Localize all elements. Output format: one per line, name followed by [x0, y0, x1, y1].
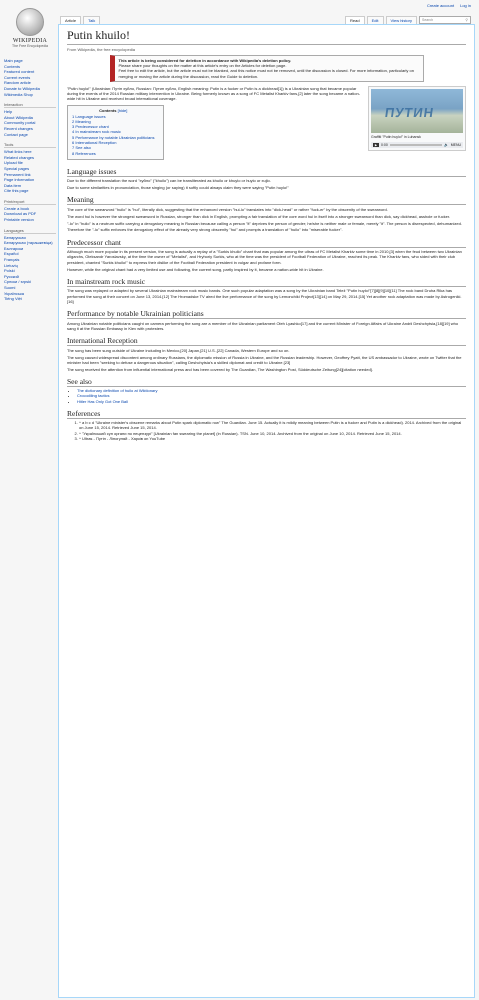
see-also-link[interactable]: Crocodiling tactics [77, 393, 110, 399]
toc-item[interactable]: 6 International Reception [72, 139, 117, 145]
sidebar-heading-interaction: Interaction [4, 102, 56, 108]
heading-politicians: Performance by notable Ukrainian politicians [67, 309, 466, 319]
meaning-paragraph-3: "-lo" in "huilo" is a neutrum suffix carrying a derogatory meaning in Russian because calling a person "it" deprives the person of gender; he/she is neither male or female, merely "it". The person is disrespected, dehumanized. [67, 220, 462, 226]
heading-references: References [67, 409, 466, 419]
toc-item[interactable]: 7 See also [72, 145, 91, 151]
namespace-tabs [60, 16, 100, 24]
sidebar-item-page-information[interactable]: Page information [4, 177, 35, 183]
tab-talk[interactable]: Talk [83, 16, 100, 24]
intro-paragraph: "Putin huylo!" (Ukrainian: Путін хуйло, Russian: Путин хуйло, English meaning: Putin is a fucker or Putin is a dickhead[1]) is a Ukrainian song that became popular during the events of the 2014 Russian military intervention in Ukraine. Being formerly known as a song of FC Metalist Kharkiv fans,[2] later the song became a nation-wide hit in Ukraine and received broad international coverage. [67, 85, 361, 102]
search-placeholder: Search [422, 18, 434, 22]
deletion-notice [110, 55, 424, 82]
notice-line-3: Feel free to edit the article, but the article must not be blanked, and this notice must not be removed, until the discussion is closed. For more information, particularly on merging or moving the article during the discussion, read the Guide to deletion. [118, 68, 414, 79]
search-input[interactable] [419, 16, 471, 24]
sidebar-heading-print[interactable]: Print/export [4, 199, 56, 205]
sidebar-item-featured-content[interactable]: Featured content [4, 69, 35, 75]
tab-edit[interactable]: Edit [367, 16, 384, 24]
toc-hide-link[interactable]: [hide] [117, 108, 128, 114]
page-title: Putin khuilo! [67, 28, 466, 45]
globe-icon [16, 8, 44, 36]
rock-paragraph: The song was replayed or adapted by several Ukrainian mainstream rock music bands. One such popular adaptation was a song by the Ukrainian band Telež "Putin huylo!"[7][8][9][10][11] The rock band Druha Rika has performed the song at their concert on June 13, 2014.[12] The Hromadske TV aired the live performance of the song by Lemonchiki Project[13][14] on May 29, 2014.[15] Yet another rock adaptation was made by Astrogeniki.[16] [67, 288, 462, 304]
toc-item[interactable]: 5 Performance by notable Ukrainian politicians [72, 134, 155, 140]
sidebar-item-current-events[interactable]: Current events [4, 74, 31, 80]
tab-read[interactable]: Read [345, 16, 365, 24]
predecessor-paragraph-1: Although much more popular in its present version, the song is actually a replay of a "Surkis khuilo" chant that was popular among the ultras of FC Metalist Kharkiv some time in 2010,[3] when the feud between two Ukrainian oligarchs, Oleksandr Yaroslavsky, at the time the owner of "Metalist", and Hryhoriy Surkis, who at the time was the president of Football Federation of Ukraine, reached its peak. The Kharkiv fans, who sided with their club president, chanted "Surkis khuilo!" to express their dislike of the Football Federation president in vulgar and profane form. [67, 249, 462, 265]
sidebar-interaction [4, 102, 56, 137]
meaning-paragraph-4: Therefore the "-lo" suffix enforces the derogatory effect of the already very strong obscenity "hui" and prompts a translation of "huilo" into "miserable fucker". [67, 227, 343, 233]
sidebar-item-create-book[interactable]: Create a book [4, 205, 30, 211]
language-paragraph-2: Due to some similarities in pronunciation, those singing (or saying) it softly could always claim they were saying "Putin huylo!" [67, 185, 289, 191]
toc-title: Contents [99, 108, 117, 114]
see-also-link[interactable]: Hitler Has Only Got One Ball [77, 398, 128, 404]
toc-item[interactable]: 1 Language issues [72, 113, 106, 119]
sidebar-item-contents[interactable]: Contents [4, 63, 21, 69]
view-tabs [345, 16, 471, 24]
create-account-link[interactable]: Create account [426, 3, 455, 8]
player-time: 0:00 [381, 142, 388, 147]
article-content [58, 24, 475, 998]
meaning-paragraph-1: The core of the swearword "huilo" is "hui", literally dick, suggesting that the enhanced version "hui-lo" translates into "dick-head" or rather "fuck-er" by the obscenity of the swearword. [67, 206, 388, 212]
toc-item[interactable]: 4 In mainstream rock music [72, 129, 121, 135]
sidebar-tools [4, 142, 56, 194]
heading-predecessor-chant: Predecessor chant [67, 238, 466, 248]
sidebar-item-help[interactable]: Help [4, 109, 13, 115]
language-link[interactable]: Русский [4, 273, 19, 279]
sidebar-item-contact[interactable]: Contact page [4, 131, 28, 137]
sidebar-item-community-portal[interactable]: Community portal [4, 120, 36, 126]
toc-item[interactable]: 2 Meaning [72, 118, 91, 124]
sidebar-item-random-article[interactable]: Random article [4, 80, 31, 86]
heading-rock-music: In mainstream rock music [67, 277, 466, 287]
player-menu-button[interactable]: MENU [450, 142, 461, 147]
sidebar-item-related-changes[interactable]: Related changes [4, 154, 35, 160]
language-link[interactable]: Беларуская [4, 234, 26, 240]
sidebar-item-what-links-here[interactable]: What links here [4, 149, 32, 155]
heading-language-issues: Language issues [67, 167, 466, 177]
wikipedia-logo[interactable] [6, 8, 54, 48]
sidebar-heading-languages[interactable]: Languages [4, 228, 56, 234]
sidebar-item-data-item[interactable]: Data item [4, 182, 22, 188]
references-list [79, 420, 466, 441]
sidebar-item-upload-file[interactable]: Upload file [4, 160, 23, 166]
language-link[interactable]: Беларуская (тарашкевіца) [4, 240, 53, 246]
language-link[interactable]: Polski [4, 268, 15, 274]
see-also-link[interactable]: The dictionary definition of huilo at Wiktionary [77, 388, 158, 394]
list-item [77, 399, 466, 404]
thumb-caption: Graffiti "Putin huylo!" in Luhansk [371, 134, 421, 139]
toc-item[interactable]: 3 Predecessor chant [72, 124, 109, 130]
sidebar-item-donate[interactable]: Donate to Wikipedia [4, 85, 40, 91]
graffiti-text: ПУТИН [383, 104, 436, 120]
logo-tagline: The Free Encyclopedia [12, 44, 48, 48]
sidebar-item-printable[interactable]: Printable version [4, 217, 34, 223]
reference-item[interactable]: 1. ^ a b c d "Ukraine minister's obscene remarks about Putin spark diplomatic row" The Guardian. June 15. Actually it is mildly meaning between Putin is a fucker and Putin is a dickhead). 2014. Archived from the original on June 15, 2014. Retrieved June 15, 2014. [79, 420, 466, 431]
logo-wordmark: WIKIPEDIA [12, 38, 48, 44]
sidebar-item-special-pages[interactable]: Special pages [4, 165, 30, 171]
volume-icon[interactable]: 🔈 [444, 142, 449, 147]
sidebar-item-cite-page[interactable]: Cite this page [4, 188, 29, 194]
language-link[interactable]: Lietuvių [4, 262, 18, 268]
notice-line-2: Please share your thoughts on the matter at this article's entry on the Articles for deletion page. [118, 63, 287, 69]
sidebar [4, 58, 56, 302]
notice-line-1: This article is being considered for deletion in accordance with Wikipedia's deletion policy. [118, 58, 292, 63]
heading-international-reception: International Reception [67, 336, 466, 346]
reception-paragraph-1: The song has been sung outside of Ukraine including in Mexico,[20] Japan,[21] U.S.,[22] Canada, Western Europe and so on. [67, 347, 290, 353]
predecessor-paragraph-2: However, while the original chant had a very limited use and following, the current song, partly inspired by it, became a nation-wide hit in Ukraine. [67, 266, 324, 272]
reception-paragraph-3: The song received the attention from influential international press and has been covered by The Guardian, The Washington Post, Süddeutsche Zeitung[24][citation needed]. [67, 366, 373, 372]
language-link[interactable]: Tiếng Việt [4, 296, 22, 302]
sidebar-item-download-pdf[interactable]: Download as PDF [4, 211, 37, 217]
sidebar-languages [4, 228, 56, 302]
graffiti-thumbnail [368, 86, 466, 151]
reception-paragraph-2: The song caused widespread discontent among ordinary Russians, the diplomatic mission of Russia in Ukraine, and the Russian leadership. However, Geoffrey Pyatt, the US ambassador to Ukraine, wrote on Twitter that the minister had been "seeking to defuse a dangerous situation", calling Deshchytsia's a skilled diplomat and credit to Ukraine.[23] [67, 354, 462, 365]
audio-player [371, 142, 463, 148]
language-link[interactable]: Français [4, 257, 20, 263]
sidebar-item-about[interactable]: About Wikipedia [4, 114, 33, 120]
login-link[interactable]: Log in [460, 3, 471, 8]
language-link[interactable]: Српски / srpski [4, 279, 32, 285]
tab-article[interactable]: Article [60, 16, 81, 24]
sidebar-item-main-page[interactable]: Main page [4, 58, 23, 63]
heading-meaning: Meaning [67, 195, 466, 205]
language-link[interactable]: Suomi [4, 285, 16, 290]
search-icon[interactable]: ⚲ [465, 18, 468, 22]
language-paragraph-1: Due to the different translation the word "хуйло" ("khuilo") can be transliterated as khuilo or khuylo or huylo or xujlo. [67, 178, 271, 184]
graffiti-image[interactable] [371, 89, 463, 133]
politicians-paragraph: Among Ukrainian notable politicians caught on camera performing the song are a member of the Ukrainian parliament Oleh Lyashko[17] and the current Minister of Foreign Affairs of Ukraine Andrii Deshchytsia,[18][19] who sang it at the Russian Embassy in Kiev with protesters. [67, 320, 459, 332]
language-link[interactable]: Български [4, 245, 24, 251]
reference-item[interactable]: 3. ^ Ultras - Путін - Ліногуляй - Харків on YouTube [79, 436, 466, 441]
tab-view-history[interactable]: View history [386, 16, 418, 24]
table-of-contents [67, 105, 164, 160]
sidebar-heading-tools[interactable]: Tools [4, 142, 56, 148]
reference-item[interactable]: 2. ^ "Український суп органи по нецензурі" [Ukrainian fan swearing the planet] (in Russian). TSN. June 10, 2014. Archived from the original on June 10, 2014. Retrieved June 15, 2014. [79, 431, 466, 436]
meaning-paragraph-2: The word hui is however the strongest swearword in Russian, stronger than dick in English, prompting a fair translation of the core word hui in itself into a stronger swearword than dick, say dickhead, asshole or fucker. [67, 213, 451, 219]
heading-see-also: See also [67, 377, 466, 387]
sidebar-main-nav [4, 58, 56, 97]
site-subtitle: From Wikipedia, the free encyclopedia [67, 47, 136, 52]
language-link[interactable]: Español [4, 251, 19, 257]
see-also-list [77, 388, 466, 404]
language-link[interactable]: Українська [4, 290, 25, 296]
progress-bar[interactable] [390, 144, 443, 146]
sidebar-item-recent-changes[interactable]: Recent changes [4, 125, 33, 131]
sidebar-item-permanent-link[interactable]: Permanent link [4, 171, 31, 177]
sidebar-print [4, 199, 56, 223]
personal-tools [427, 3, 471, 8]
play-icon[interactable]: ▶ [374, 142, 378, 147]
toc-item[interactable]: 8 References [72, 150, 96, 156]
sidebar-item-shop[interactable]: Wikimedia Shop [4, 91, 33, 97]
